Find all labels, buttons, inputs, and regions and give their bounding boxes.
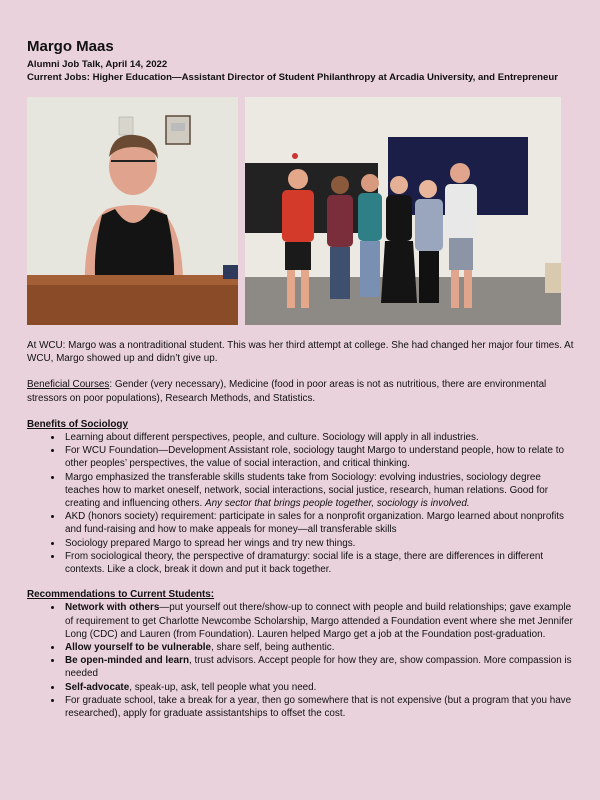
- recommendations-list: [27, 601, 575, 720]
- list-item-text: Margo emphasized the transferable skills students take from Sociology: evolving industries, sociology degree teaches how to market oneself, network, social interactions, social justice, research, human relations. Good for creating and influencing others.: [65, 471, 549, 510]
- courses-paragraph: [27, 378, 575, 404]
- photos: [27, 97, 561, 327]
- list-item: • Sociology prepared Margo to spread her wings and try new things.: [63, 537, 575, 550]
- portrait-photo: [27, 97, 238, 325]
- list-item-text: , trust advisors. Accept people for how they are, show compassion. More compassion is needed: [65, 655, 572, 680]
- list-item: [63, 471, 575, 511]
- list-item: • From sociological theory, the perspective of dramaturgy: social life is a stage, there are differences in different contexts. Like a clock, break it down and put it back together.: [63, 550, 575, 576]
- courses-label: Beneficial Courses: [27, 379, 110, 391]
- list-item: • AKD (honors society) requirement: participate in sales for a nonprofit organization. Margo learned about nonprofits and fund-raising and how to make appeals for money—all transferable skills: [63, 510, 575, 536]
- list-item-italic: Any sector that brings people together, sociology is involved.: [205, 498, 470, 510]
- list-item: [63, 654, 575, 680]
- list-item: [63, 681, 575, 694]
- current-jobs-line: Current Jobs: Higher Education—Assistant Director of Student Philanthropy at Arcadia University, and Entrepreneur: [27, 72, 558, 83]
- recommendations-heading: Recommendations to Current Students:: [27, 589, 215, 601]
- person-name: Margo Maas: [27, 38, 114, 55]
- list-item-text: , speak-up, ask, tell people what you need.: [129, 681, 317, 693]
- list-item-bold: Be open-minded and learn: [65, 655, 190, 667]
- list-item-text: —put yourself out there/show-up to connect with people and build relationships; gave example of requirement to get Charlotte Newcombe Scholarship, Margo attended a Foundation event where she met Jennifer Long (CDC) and Lauren (from Foundation). Lauren helped Margo get a job at the Foundation post-graduation.: [65, 602, 573, 640]
- list-item-text: For graduate school, take a break for a year, then go somewhere that is not expensive (but a program that you have researched), apply for graduate assistantships to offset the cost.: [65, 694, 572, 720]
- list-item: [63, 694, 575, 720]
- list-item-bold: Self-advocate: [65, 681, 130, 693]
- list-item-bold: Network with others: [65, 602, 160, 614]
- event-line: Alumni Job Talk, April 14, 2022: [27, 59, 168, 70]
- group-photo: [245, 97, 561, 325]
- body-text: [27, 339, 575, 732]
- list-item-bold: Allow yourself to be vulnerable: [65, 642, 211, 654]
- courses-text: : Gender (very necessary), Medicine (food in poor areas is not as nutritious, there are environmental stressors on poor populations), Research Methods, and Statistics.: [27, 379, 547, 404]
- list-item: [63, 601, 575, 641]
- list-item: • Learning about different perspectives, people, and culture. Sociology will apply in all industries.: [63, 431, 575, 444]
- list-item: [63, 641, 575, 654]
- list-item-text: , share self, being authentic.: [210, 642, 335, 654]
- benefits-list: [27, 431, 575, 576]
- header: [27, 38, 575, 84]
- benefits-heading: Benefits of Sociology: [27, 418, 128, 430]
- list-item: • For WCU Foundation—Development Assistant role, sociology taught Margo to understand people, how to relate to other peoples’ perspectives, the value of social interaction, and critical thinking.: [63, 444, 575, 470]
- intro-paragraph: At WCU: Margo was a nontraditional student. This was her third attempt at college. She had changed her major four times. At WCU, Margo showed up and didn’t give up.: [27, 340, 574, 365]
